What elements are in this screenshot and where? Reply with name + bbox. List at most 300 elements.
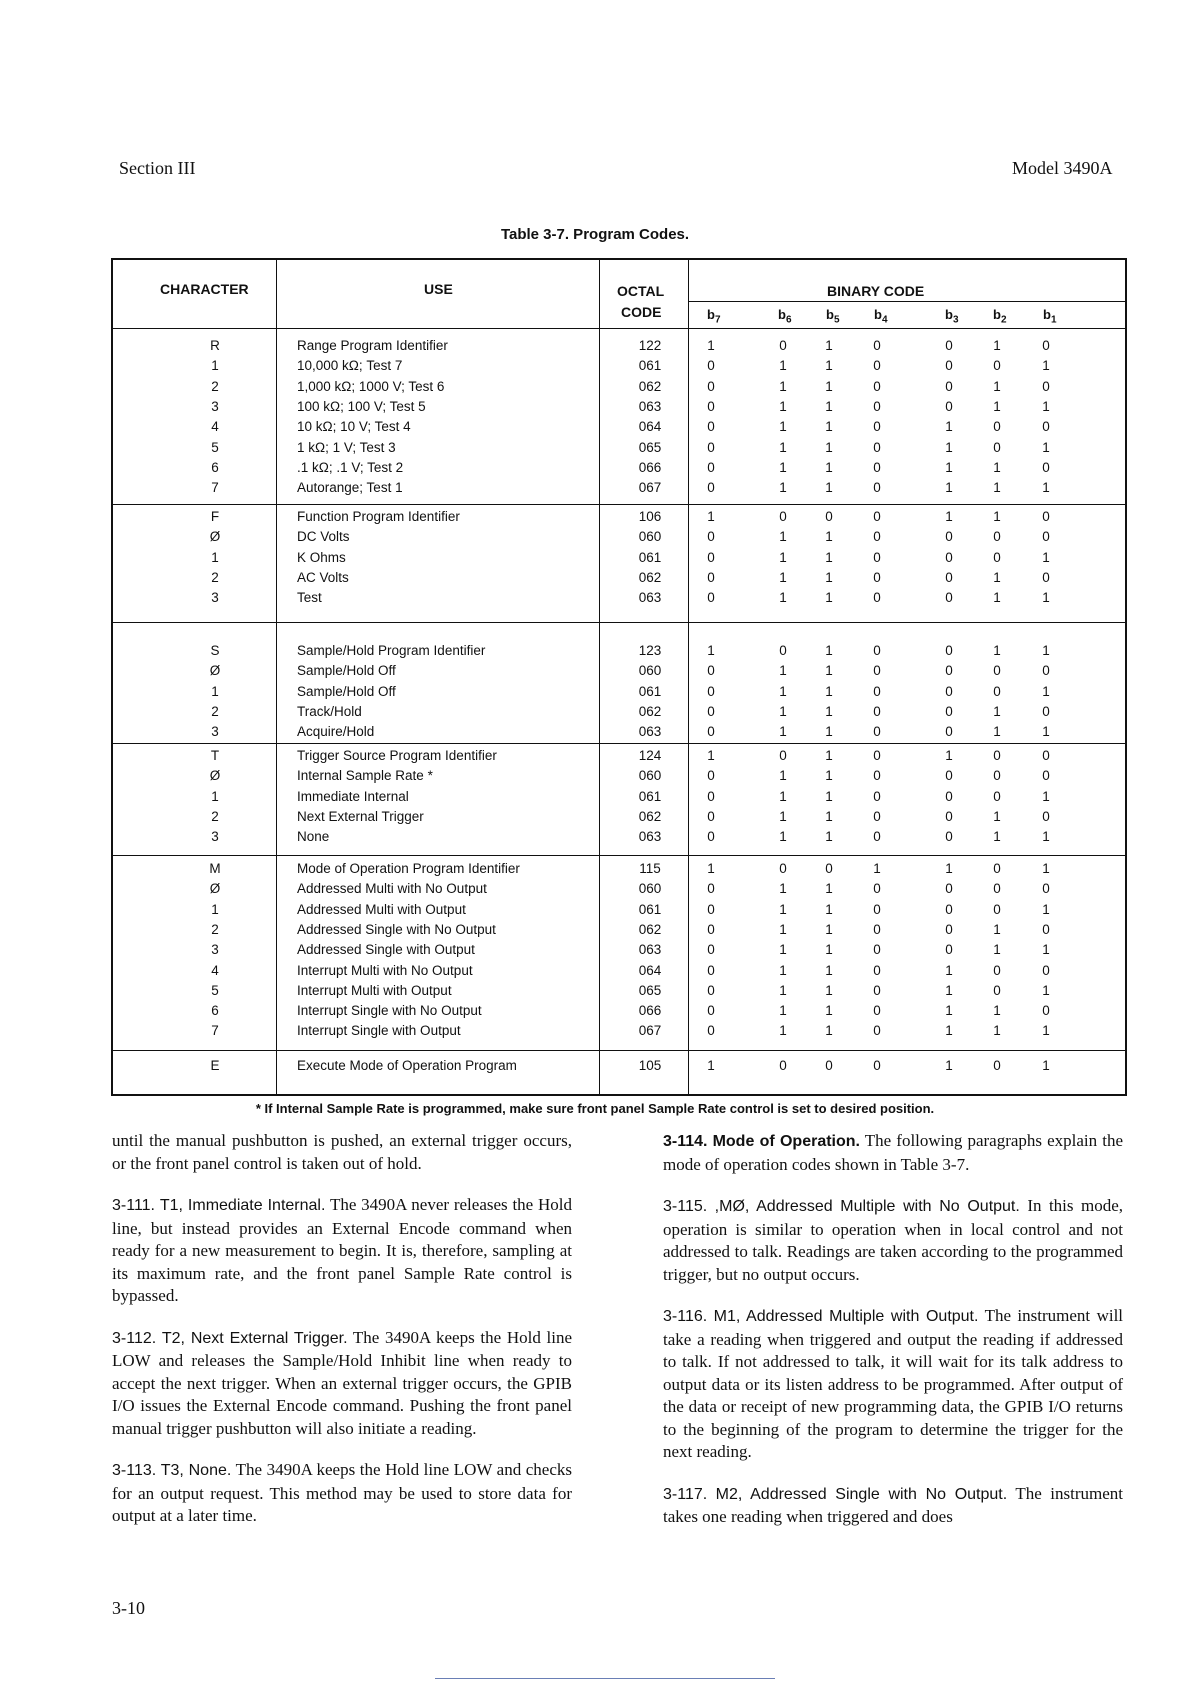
bit-cell: 0 bbox=[1042, 338, 1050, 353]
character-cell: 7 bbox=[211, 1023, 219, 1039]
bit-cell: 1 bbox=[993, 480, 1001, 496]
bit-cell: 1 bbox=[825, 962, 833, 978]
use-cell: Interrupt Single with No Output bbox=[297, 1003, 482, 1019]
use-cell: Sample/Hold Program Identifier bbox=[297, 643, 486, 658]
bit-cell: 1 bbox=[825, 398, 833, 414]
bit-cell: 0 bbox=[1042, 962, 1050, 978]
bit-cell: 0 bbox=[945, 829, 953, 845]
bit-cell: 0 bbox=[993, 439, 1001, 455]
bit-cell: 0 bbox=[945, 788, 953, 804]
octal-cell: 065 bbox=[638, 982, 662, 998]
bit-cell: 0 bbox=[707, 1023, 715, 1039]
use-cell: Execute Mode of Operation Program bbox=[297, 1058, 517, 1073]
bit-cell: 1 bbox=[945, 480, 953, 496]
octal-cell: 062 bbox=[638, 378, 662, 394]
octal-cell: 063 bbox=[638, 724, 662, 740]
bit-cell: 0 bbox=[945, 549, 953, 565]
bit-cell: 1 bbox=[825, 881, 833, 897]
use-cell: Interrupt Single with Output bbox=[297, 1023, 461, 1039]
bit-cell: 1 bbox=[1042, 724, 1050, 740]
bit-cell: 0 bbox=[707, 829, 715, 845]
bit-header-b3: $b_3$ bbox=[945, 307, 959, 326]
header-octal: OCTAL bbox=[617, 283, 665, 299]
paragraph bbox=[663, 1305, 1123, 1464]
header-code: CODE bbox=[621, 304, 662, 320]
paragraph-number: 3-114. bbox=[663, 1133, 708, 1150]
model-label: Model 3490A bbox=[1012, 158, 1113, 178]
bit-cell: 1 bbox=[1042, 643, 1050, 658]
bit-cell: 1 bbox=[825, 901, 833, 917]
bit-cell: 1 bbox=[993, 338, 1001, 353]
bit-cell: 1 bbox=[993, 1023, 1001, 1039]
character-cell: E bbox=[210, 1058, 220, 1073]
table-row bbox=[0, 881, 1190, 901]
bit-cell: 1 bbox=[873, 861, 881, 876]
bit-cell: 0 bbox=[1042, 529, 1050, 545]
bit-cell: 0 bbox=[707, 901, 715, 917]
character-cell: 1 bbox=[211, 901, 219, 917]
bit-cell: 0 bbox=[873, 569, 881, 585]
character-cell: Ø bbox=[209, 768, 221, 784]
character-cell: 6 bbox=[211, 459, 219, 475]
table-row bbox=[0, 768, 1190, 788]
bit-cell: 1 bbox=[993, 1003, 1001, 1019]
bit-cell: 0 bbox=[873, 439, 881, 455]
character-cell: 2 bbox=[211, 703, 219, 719]
bit-cell: 0 bbox=[993, 982, 1001, 998]
paragraph bbox=[112, 1194, 572, 1308]
bit-cell: 0 bbox=[993, 962, 1001, 978]
bit-cell: 0 bbox=[1042, 921, 1050, 937]
bit-cell: 0 bbox=[873, 768, 881, 784]
bit-cell: 0 bbox=[873, 509, 881, 524]
table-title: Table 3-7. Program Codes. bbox=[500, 226, 690, 243]
use-cell: 100 kΩ; 100 V; Test 5 bbox=[297, 398, 426, 414]
bit-cell: 1 bbox=[779, 942, 787, 958]
table-row bbox=[0, 789, 1190, 809]
bit-cell: 1 bbox=[825, 358, 833, 374]
paragraph-number: 3-113. bbox=[112, 1462, 157, 1479]
bit-cell: 0 bbox=[873, 480, 881, 496]
character-cell: 1 bbox=[211, 549, 219, 565]
bit-cell: 0 bbox=[945, 643, 953, 658]
bit-cell: 1 bbox=[707, 338, 715, 353]
bit-cell: 1 bbox=[707, 509, 715, 524]
bit-header-index: 7 bbox=[714, 314, 721, 326]
bit-cell: 0 bbox=[873, 663, 881, 679]
bit-cell: 0 bbox=[825, 509, 833, 524]
bit-cell: 0 bbox=[993, 748, 1001, 763]
text-column-left bbox=[112, 1130, 572, 1547]
bit-cell: 1 bbox=[825, 748, 833, 763]
paragraph bbox=[112, 1130, 572, 1175]
table-row bbox=[0, 1058, 1190, 1078]
bit-cell: 0 bbox=[873, 901, 881, 917]
table-footnote: * If Internal Sample Rate is programmed, make sure front panel Sample Rate control is set to desired position. bbox=[255, 1101, 935, 1116]
use-cell: 10 kΩ; 10 V; Test 4 bbox=[297, 419, 411, 435]
bit-cell: 0 bbox=[707, 808, 715, 824]
bit-header-index: 4 bbox=[881, 314, 888, 326]
octal-cell: 061 bbox=[638, 549, 662, 565]
page-number: 3-10 bbox=[112, 1598, 145, 1618]
bit-cell: 0 bbox=[945, 881, 953, 897]
character-cell: 1 bbox=[211, 683, 219, 699]
character-cell: 4 bbox=[211, 419, 219, 435]
bit-cell: 1 bbox=[1042, 1058, 1050, 1073]
bit-cell: 0 bbox=[873, 1058, 881, 1073]
bit-cell: 0 bbox=[779, 861, 787, 876]
bit-cell: 1 bbox=[1042, 829, 1050, 845]
bit-cell: 0 bbox=[945, 921, 953, 937]
character-cell: 2 bbox=[211, 569, 219, 585]
bit-cell: 1 bbox=[779, 703, 787, 719]
octal-cell: 062 bbox=[638, 921, 662, 937]
table-row bbox=[0, 550, 1190, 570]
bit-cell: 0 bbox=[993, 1058, 1001, 1073]
use-cell: Addressed Multi with No Output bbox=[297, 881, 487, 897]
bit-cell: 0 bbox=[1042, 703, 1050, 719]
paragraph-number: 3-116. bbox=[663, 1308, 708, 1325]
bit-cell: 1 bbox=[779, 378, 787, 394]
character-cell: 3 bbox=[211, 724, 219, 740]
character-cell: 2 bbox=[211, 808, 219, 824]
bottom-rule bbox=[435, 1678, 775, 1679]
bit-cell: 0 bbox=[707, 549, 715, 565]
bit-cell: 0 bbox=[873, 748, 881, 763]
bit-cell: 1 bbox=[825, 768, 833, 784]
bit-cell: 0 bbox=[945, 663, 953, 679]
bit-cell: 0 bbox=[945, 529, 953, 545]
table-row bbox=[0, 590, 1190, 610]
use-cell: Autorange; Test 1 bbox=[297, 480, 403, 496]
character-cell: 5 bbox=[211, 982, 219, 998]
paragraph-heading: T3, None. bbox=[160, 1462, 232, 1479]
bit-cell: 1 bbox=[779, 1023, 787, 1039]
octal-cell: 063 bbox=[638, 398, 662, 414]
bit-cell: 1 bbox=[779, 768, 787, 784]
bit-cell: 0 bbox=[1042, 663, 1050, 679]
table-row bbox=[0, 1023, 1190, 1043]
octal-cell: 064 bbox=[638, 962, 662, 978]
bit-cell: 0 bbox=[873, 921, 881, 937]
character-cell: 5 bbox=[211, 439, 219, 455]
bit-cell: 1 bbox=[825, 338, 833, 353]
bit-cell: 1 bbox=[825, 569, 833, 585]
bit-cell: 0 bbox=[873, 829, 881, 845]
character-cell: M bbox=[209, 861, 221, 876]
bit-cell: 1 bbox=[779, 480, 787, 496]
bit-cell: 1 bbox=[945, 1023, 953, 1039]
bit-cell: 0 bbox=[873, 419, 881, 435]
octal-cell: 123 bbox=[638, 643, 662, 658]
bit-cell: 1 bbox=[993, 921, 1001, 937]
bit-header-b6: $b_6$ bbox=[778, 307, 792, 326]
bit-cell: 1 bbox=[825, 1023, 833, 1039]
bit-cell: 0 bbox=[1042, 509, 1050, 524]
octal-cell: 105 bbox=[638, 1058, 662, 1073]
bit-cell: 0 bbox=[873, 643, 881, 658]
text-column-right bbox=[663, 1130, 1123, 1548]
bit-cell: 1 bbox=[945, 861, 953, 876]
octal-cell: 062 bbox=[638, 808, 662, 824]
use-cell: 1 kΩ; 1 V; Test 3 bbox=[297, 439, 396, 455]
bit-cell: 0 bbox=[993, 549, 1001, 565]
bit-cell: 0 bbox=[707, 982, 715, 998]
bit-cell: 1 bbox=[779, 982, 787, 998]
bit-cell: 0 bbox=[873, 1023, 881, 1039]
paragraph-heading: Mode of Operation. bbox=[712, 1133, 860, 1150]
table-row bbox=[0, 663, 1190, 683]
bit-cell: 1 bbox=[825, 942, 833, 958]
paragraph bbox=[112, 1459, 572, 1528]
bit-cell: 1 bbox=[1042, 358, 1050, 374]
paragraph-body: The following paragraphs explain the mode of operation codes shown in Table 3-7. bbox=[663, 1131, 1124, 1174]
table-row bbox=[0, 963, 1190, 983]
bit-cell: 0 bbox=[873, 724, 881, 740]
bit-cell: 0 bbox=[873, 398, 881, 414]
character-cell: R bbox=[210, 338, 220, 353]
character-cell: 2 bbox=[211, 921, 219, 937]
bit-cell: 0 bbox=[993, 768, 1001, 784]
bit-header-b7: $b_7$ bbox=[707, 307, 721, 326]
bit-cell: 0 bbox=[873, 942, 881, 958]
bit-cell: 1 bbox=[993, 829, 1001, 845]
bit-cell: 0 bbox=[1042, 808, 1050, 824]
bit-cell: 0 bbox=[707, 439, 715, 455]
use-cell: Test bbox=[297, 590, 322, 606]
bit-cell: 1 bbox=[825, 480, 833, 496]
bit-cell: 1 bbox=[779, 808, 787, 824]
bit-cell: 1 bbox=[1042, 683, 1050, 699]
bit-cell: 1 bbox=[945, 509, 953, 524]
bit-cell: 1 bbox=[779, 881, 787, 897]
bit-cell: 1 bbox=[825, 788, 833, 804]
bit-cell: 1 bbox=[779, 590, 787, 606]
octal-cell: 066 bbox=[638, 1003, 662, 1019]
bit-cell: 1 bbox=[993, 398, 1001, 414]
bit-cell: 0 bbox=[707, 703, 715, 719]
table-row bbox=[0, 829, 1190, 849]
bit-cell: 0 bbox=[993, 529, 1001, 545]
table-row bbox=[0, 643, 1190, 663]
character-cell: T bbox=[210, 748, 220, 763]
octal-cell: 060 bbox=[638, 529, 662, 545]
bit-cell: 0 bbox=[993, 788, 1001, 804]
bit-header-index: 1 bbox=[1050, 314, 1057, 326]
bit-cell: 1 bbox=[1042, 901, 1050, 917]
use-cell: 10,000 kΩ; Test 7 bbox=[297, 358, 403, 374]
bit-cell: 0 bbox=[873, 590, 881, 606]
bit-cell: 0 bbox=[993, 419, 1001, 435]
paragraph-heading: ,MØ, Addressed Multiple with No Output. bbox=[714, 1198, 1020, 1215]
paragraph-body: The 3490A keeps the Hold line LOW and releases the Sample/Hold Inhibit line when ready to accept the next trigger. When an external trigger occurs, the GPIB I/O issues the External Encode command. Pushing the front panel manual trigger pushbutton will also initiate a reading. bbox=[112, 1327, 572, 1438]
bit-cell: 0 bbox=[945, 338, 953, 353]
octal-cell: 061 bbox=[638, 683, 662, 699]
bit-cell: 1 bbox=[707, 643, 715, 658]
bit-cell: 1 bbox=[825, 663, 833, 679]
octal-cell: 063 bbox=[638, 590, 662, 606]
use-cell: Trigger Source Program Identifier bbox=[297, 748, 497, 763]
table-row bbox=[0, 480, 1190, 500]
bit-cell: 1 bbox=[1042, 549, 1050, 565]
bit-cell: 1 bbox=[825, 724, 833, 740]
bit-cell: 0 bbox=[945, 683, 953, 699]
bit-cell: 1 bbox=[993, 942, 1001, 958]
bit-cell: 0 bbox=[779, 748, 787, 763]
table-row bbox=[0, 724, 1190, 744]
octal-cell: 062 bbox=[638, 569, 662, 585]
octal-cell: 124 bbox=[638, 748, 662, 763]
bit-cell: 0 bbox=[993, 663, 1001, 679]
bit-cell: 0 bbox=[707, 569, 715, 585]
bit-cell: 0 bbox=[873, 703, 881, 719]
bit-cell: 1 bbox=[779, 569, 787, 585]
bit-cell: 0 bbox=[779, 1058, 787, 1073]
bit-cell: 0 bbox=[945, 590, 953, 606]
bit-cell: 1 bbox=[707, 1058, 715, 1073]
paragraph-heading: T2, Next External Trigger. bbox=[161, 1329, 348, 1347]
bit-cell: 1 bbox=[779, 419, 787, 435]
character-cell: 3 bbox=[211, 829, 219, 845]
bit-cell: 0 bbox=[945, 942, 953, 958]
bit-cell: 1 bbox=[1042, 861, 1050, 876]
bit-cell: 1 bbox=[993, 643, 1001, 658]
table-row bbox=[0, 1003, 1190, 1023]
octal-cell: 061 bbox=[638, 901, 662, 917]
bit-cell: 0 bbox=[993, 358, 1001, 374]
bit-cell: 0 bbox=[945, 569, 953, 585]
table-row bbox=[0, 704, 1190, 724]
bit-cell: 0 bbox=[945, 808, 953, 824]
bit-cell: 0 bbox=[945, 724, 953, 740]
bit-cell: 1 bbox=[779, 901, 787, 917]
bit-cell: 0 bbox=[873, 358, 881, 374]
bit-cell: 1 bbox=[945, 1003, 953, 1019]
bit-cell: 0 bbox=[945, 378, 953, 394]
paragraph bbox=[663, 1130, 1123, 1176]
bit-cell: 1 bbox=[825, 378, 833, 394]
paragraph-body: The instrument will take a reading when triggered and output the reading if addressed to talk. If not addressed to talk, it will wait for its talk address to output data or its listen address to be programmed. After output of the data or receipt of new programming data, the GPIB I/O returns to the beginning of the program to determine the trigger for the next reading. bbox=[663, 1306, 1124, 1461]
bit-cell: 0 bbox=[873, 378, 881, 394]
bit-cell: 0 bbox=[873, 808, 881, 824]
group-divider bbox=[112, 855, 1126, 856]
bit-cell: 1 bbox=[825, 419, 833, 435]
use-cell: None bbox=[297, 829, 330, 845]
octal-cell: 063 bbox=[638, 829, 662, 845]
paragraph bbox=[663, 1483, 1123, 1529]
character-cell: 2 bbox=[211, 378, 219, 394]
character-cell: 6 bbox=[211, 1003, 219, 1019]
character-cell: 3 bbox=[211, 590, 219, 606]
paragraph bbox=[112, 1327, 572, 1441]
bit-cell: 0 bbox=[707, 1003, 715, 1019]
use-cell: Interrupt Multi with No Output bbox=[297, 962, 473, 978]
bit-cell: 0 bbox=[1042, 459, 1050, 475]
group-divider bbox=[112, 622, 1126, 623]
octal-cell: 115 bbox=[639, 861, 661, 876]
character-cell: Ø bbox=[209, 529, 221, 545]
bit-cell: 0 bbox=[945, 703, 953, 719]
bit-cell: 1 bbox=[993, 703, 1001, 719]
bit-cell: 1 bbox=[1042, 590, 1050, 606]
bit-cell: 0 bbox=[1042, 419, 1050, 435]
use-cell: Mode of Operation Program Identifier bbox=[297, 861, 520, 876]
octal-cell: 060 bbox=[638, 663, 662, 679]
bit-cell: 0 bbox=[873, 1003, 881, 1019]
octal-cell: 064 bbox=[638, 419, 662, 435]
bit-cell: 1 bbox=[779, 962, 787, 978]
table-row bbox=[0, 748, 1190, 768]
paragraph-body: until the manual pushbutton is pushed, an external trigger occurs, or the front panel control is taken out of hold. bbox=[112, 1131, 572, 1173]
octal-cell: 065 bbox=[638, 439, 662, 455]
table-row bbox=[0, 440, 1190, 460]
bit-cell: 0 bbox=[945, 768, 953, 784]
bit-cell: 1 bbox=[779, 788, 787, 804]
character-cell: 3 bbox=[211, 398, 219, 414]
paragraph-heading: M2, Addressed Single with No Output. bbox=[715, 1485, 1008, 1503]
octal-cell: 067 bbox=[638, 1023, 662, 1039]
bit-cell: 1 bbox=[993, 509, 1001, 524]
bit-cell: 0 bbox=[1042, 1003, 1050, 1019]
bit-header-index: 5 bbox=[833, 314, 840, 326]
bit-cell: 1 bbox=[945, 982, 953, 998]
use-cell: Range Program Identifier bbox=[297, 338, 448, 353]
bit-cell: 1 bbox=[993, 808, 1001, 824]
bit-cell: 1 bbox=[779, 663, 787, 679]
table-row bbox=[0, 809, 1190, 829]
paragraph-number: 3-115. bbox=[663, 1198, 708, 1215]
bit-cell: 1 bbox=[1042, 480, 1050, 496]
character-cell: 4 bbox=[211, 962, 219, 978]
bit-cell: 0 bbox=[707, 942, 715, 958]
bit-cell: 1 bbox=[993, 459, 1001, 475]
bit-cell: 1 bbox=[1042, 398, 1050, 414]
bit-cell: 1 bbox=[779, 683, 787, 699]
bit-cell: 0 bbox=[993, 881, 1001, 897]
bit-cell: 0 bbox=[779, 643, 787, 658]
group-divider bbox=[112, 504, 1126, 505]
character-cell: 7 bbox=[211, 480, 219, 496]
table-row bbox=[0, 684, 1190, 704]
bit-cell: 0 bbox=[873, 881, 881, 897]
table-row bbox=[0, 358, 1190, 378]
bit-cell: 0 bbox=[993, 901, 1001, 917]
use-cell: Next External Trigger bbox=[297, 808, 424, 824]
bit-cell: 0 bbox=[779, 338, 787, 353]
table-row bbox=[0, 419, 1190, 439]
bit-cell: 1 bbox=[825, 590, 833, 606]
table-row bbox=[0, 379, 1190, 399]
bit-cell: 1 bbox=[707, 748, 715, 763]
use-cell: Sample/Hold Off bbox=[297, 663, 396, 679]
paragraph-body: The 3490A never releases the Hold line, but instead provides an External Encode command when ready for a new measurement to begin. It is, therefore, sampling at its maximum rate, and the front panel Sample Rate control is bypassed. bbox=[112, 1195, 573, 1305]
table-row bbox=[0, 460, 1190, 480]
bit-cell: 0 bbox=[707, 788, 715, 804]
bit-cell: 1 bbox=[779, 439, 787, 455]
bit-cell: 0 bbox=[1042, 768, 1050, 784]
use-cell: Interrupt Multi with Output bbox=[297, 982, 452, 998]
table-row bbox=[0, 338, 1190, 358]
bit-cell: 0 bbox=[873, 529, 881, 545]
bit-cell: 1 bbox=[993, 724, 1001, 740]
use-cell: Addressed Single with Output bbox=[297, 942, 475, 958]
bit-cell: 1 bbox=[1042, 439, 1050, 455]
bit-cell: 1 bbox=[1042, 942, 1050, 958]
bit-cell: 1 bbox=[779, 529, 787, 545]
table-row bbox=[0, 942, 1190, 962]
paragraph-number: 3-117. bbox=[663, 1485, 708, 1503]
bit-cell: 1 bbox=[825, 549, 833, 565]
